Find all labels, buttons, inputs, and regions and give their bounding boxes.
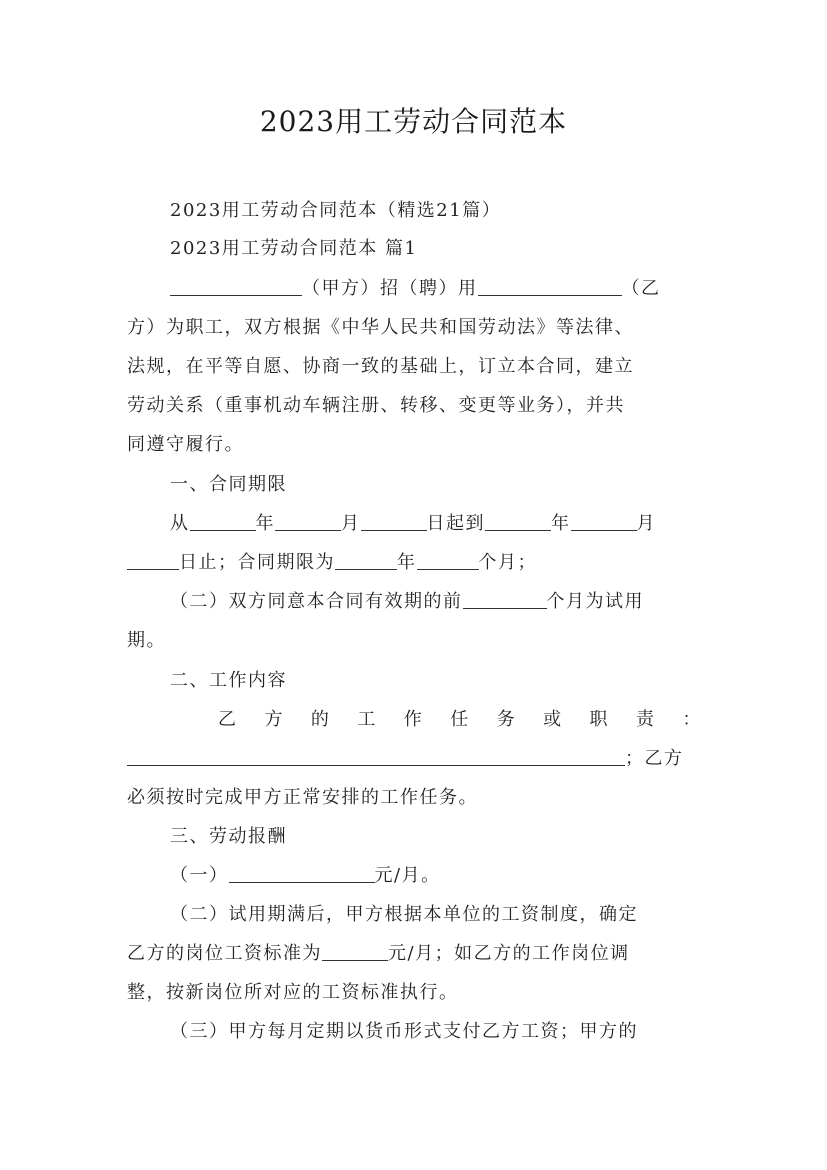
s2-char: 务 (496, 709, 517, 730)
s1-date-line (170, 511, 702, 537)
s1-year-3: 年 (397, 552, 417, 573)
s3-pay-a: （一） (170, 865, 229, 886)
intro-line-5: 同遵守履行。 (127, 434, 244, 455)
blank-post-wage (322, 942, 388, 961)
blank-trial-months (463, 590, 547, 609)
intro-line-4: 劳动关系（重事机动车辆注册、转移、变更等业务），并共 (127, 395, 625, 416)
intro-text-b: （乙 (621, 278, 661, 299)
intro-line-1 (170, 276, 702, 302)
s2-char: 或 (543, 709, 563, 730)
s2-char: 作 (403, 709, 424, 730)
s3-pay-b: 元/月。 (374, 865, 441, 886)
blank-term-year (335, 551, 397, 570)
s1-year-1: 年 (255, 513, 275, 534)
blank-party-a (170, 277, 302, 296)
s2-duty-tail: ；乙方 (625, 748, 684, 769)
s1-trial-end: 期。 (127, 630, 166, 651)
s2-char: ： (682, 709, 702, 730)
s1-heading: 一、合同期限 (170, 474, 287, 495)
blank-start-day (361, 512, 427, 531)
s2-line-3: 必须按时完成甲方正常安排的工作任务。 (127, 787, 478, 808)
s1-trial-a: （二）双方同意本合同有效期的前 (170, 591, 463, 612)
intro-line-2: 方）为职工，双方根据《中华人民共和国劳动法》等法律、 (127, 317, 634, 338)
intro-text-a: （甲方）招（聘）用 (302, 278, 478, 299)
s2-heading: 二、工作内容 (170, 670, 287, 691)
s1-trial-b: 个月为试用 (546, 591, 644, 612)
s1-year-2: 年 (551, 513, 571, 534)
s2-char: 任 (450, 709, 470, 730)
s2-char: 工 (357, 709, 377, 730)
blank-end-month (571, 512, 637, 531)
s1-from: 从 (170, 513, 190, 534)
s2-char: 方 (264, 709, 284, 730)
s1-term-line (127, 550, 702, 576)
s3-p2-line-1: （二）试用期满后，甲方根据本单位的工资制度，确定 (170, 904, 638, 925)
s3-p2-line-3: 整，按新岗位所对应的工资标准执行。 (127, 982, 459, 1003)
s1-month-2: 月 (636, 513, 656, 534)
s2-char: 的 (310, 709, 331, 730)
s3-p3-line-1: （三）甲方每月定期以货币形式支付乙方工资；甲方的 (170, 1021, 638, 1042)
s1-month-1: 月 (341, 513, 361, 534)
s3-pay-line (170, 863, 702, 889)
document-title: 2023用工劳动合同范本 (259, 105, 568, 138)
blank-party-b (478, 277, 622, 296)
blank-start-month (275, 512, 341, 531)
s3-p2-a: 乙方的岗位工资标准为 (127, 943, 322, 964)
s2-duty-blank-line (127, 746, 702, 772)
blank-start-year (190, 512, 256, 531)
section-heading: 2023用工劳动合同范本 篇1 (170, 238, 418, 259)
s3-heading: 三、劳动报酬 (170, 826, 287, 847)
blank-end-day (127, 551, 179, 570)
intro-line-3: 法规，在平等自愿、协商一致的基础上，订立本合同，建立 (127, 356, 634, 377)
blank-term-month (417, 551, 479, 570)
s3-p2-line-2 (127, 941, 702, 967)
s1-months: 个月； (478, 552, 537, 573)
s2-char: 职 (589, 709, 609, 730)
s2-duty-line (218, 707, 702, 733)
blank-end-year (485, 512, 551, 531)
s1-trial-line (170, 589, 702, 615)
blank-duties (127, 747, 625, 766)
s3-p2-b: 元/月；如乙方的工作岗位调 (388, 943, 630, 964)
s1-day-end: 日止；合同期限为 (179, 552, 335, 573)
document-subtitle: 2023用工劳动合同范本（精选21篇） (170, 200, 502, 221)
s2-char: 乙 (218, 709, 238, 730)
blank-monthly-pay (229, 864, 375, 883)
s2-char: 责 (635, 709, 656, 730)
s1-day-start: 日起到 (426, 513, 485, 534)
